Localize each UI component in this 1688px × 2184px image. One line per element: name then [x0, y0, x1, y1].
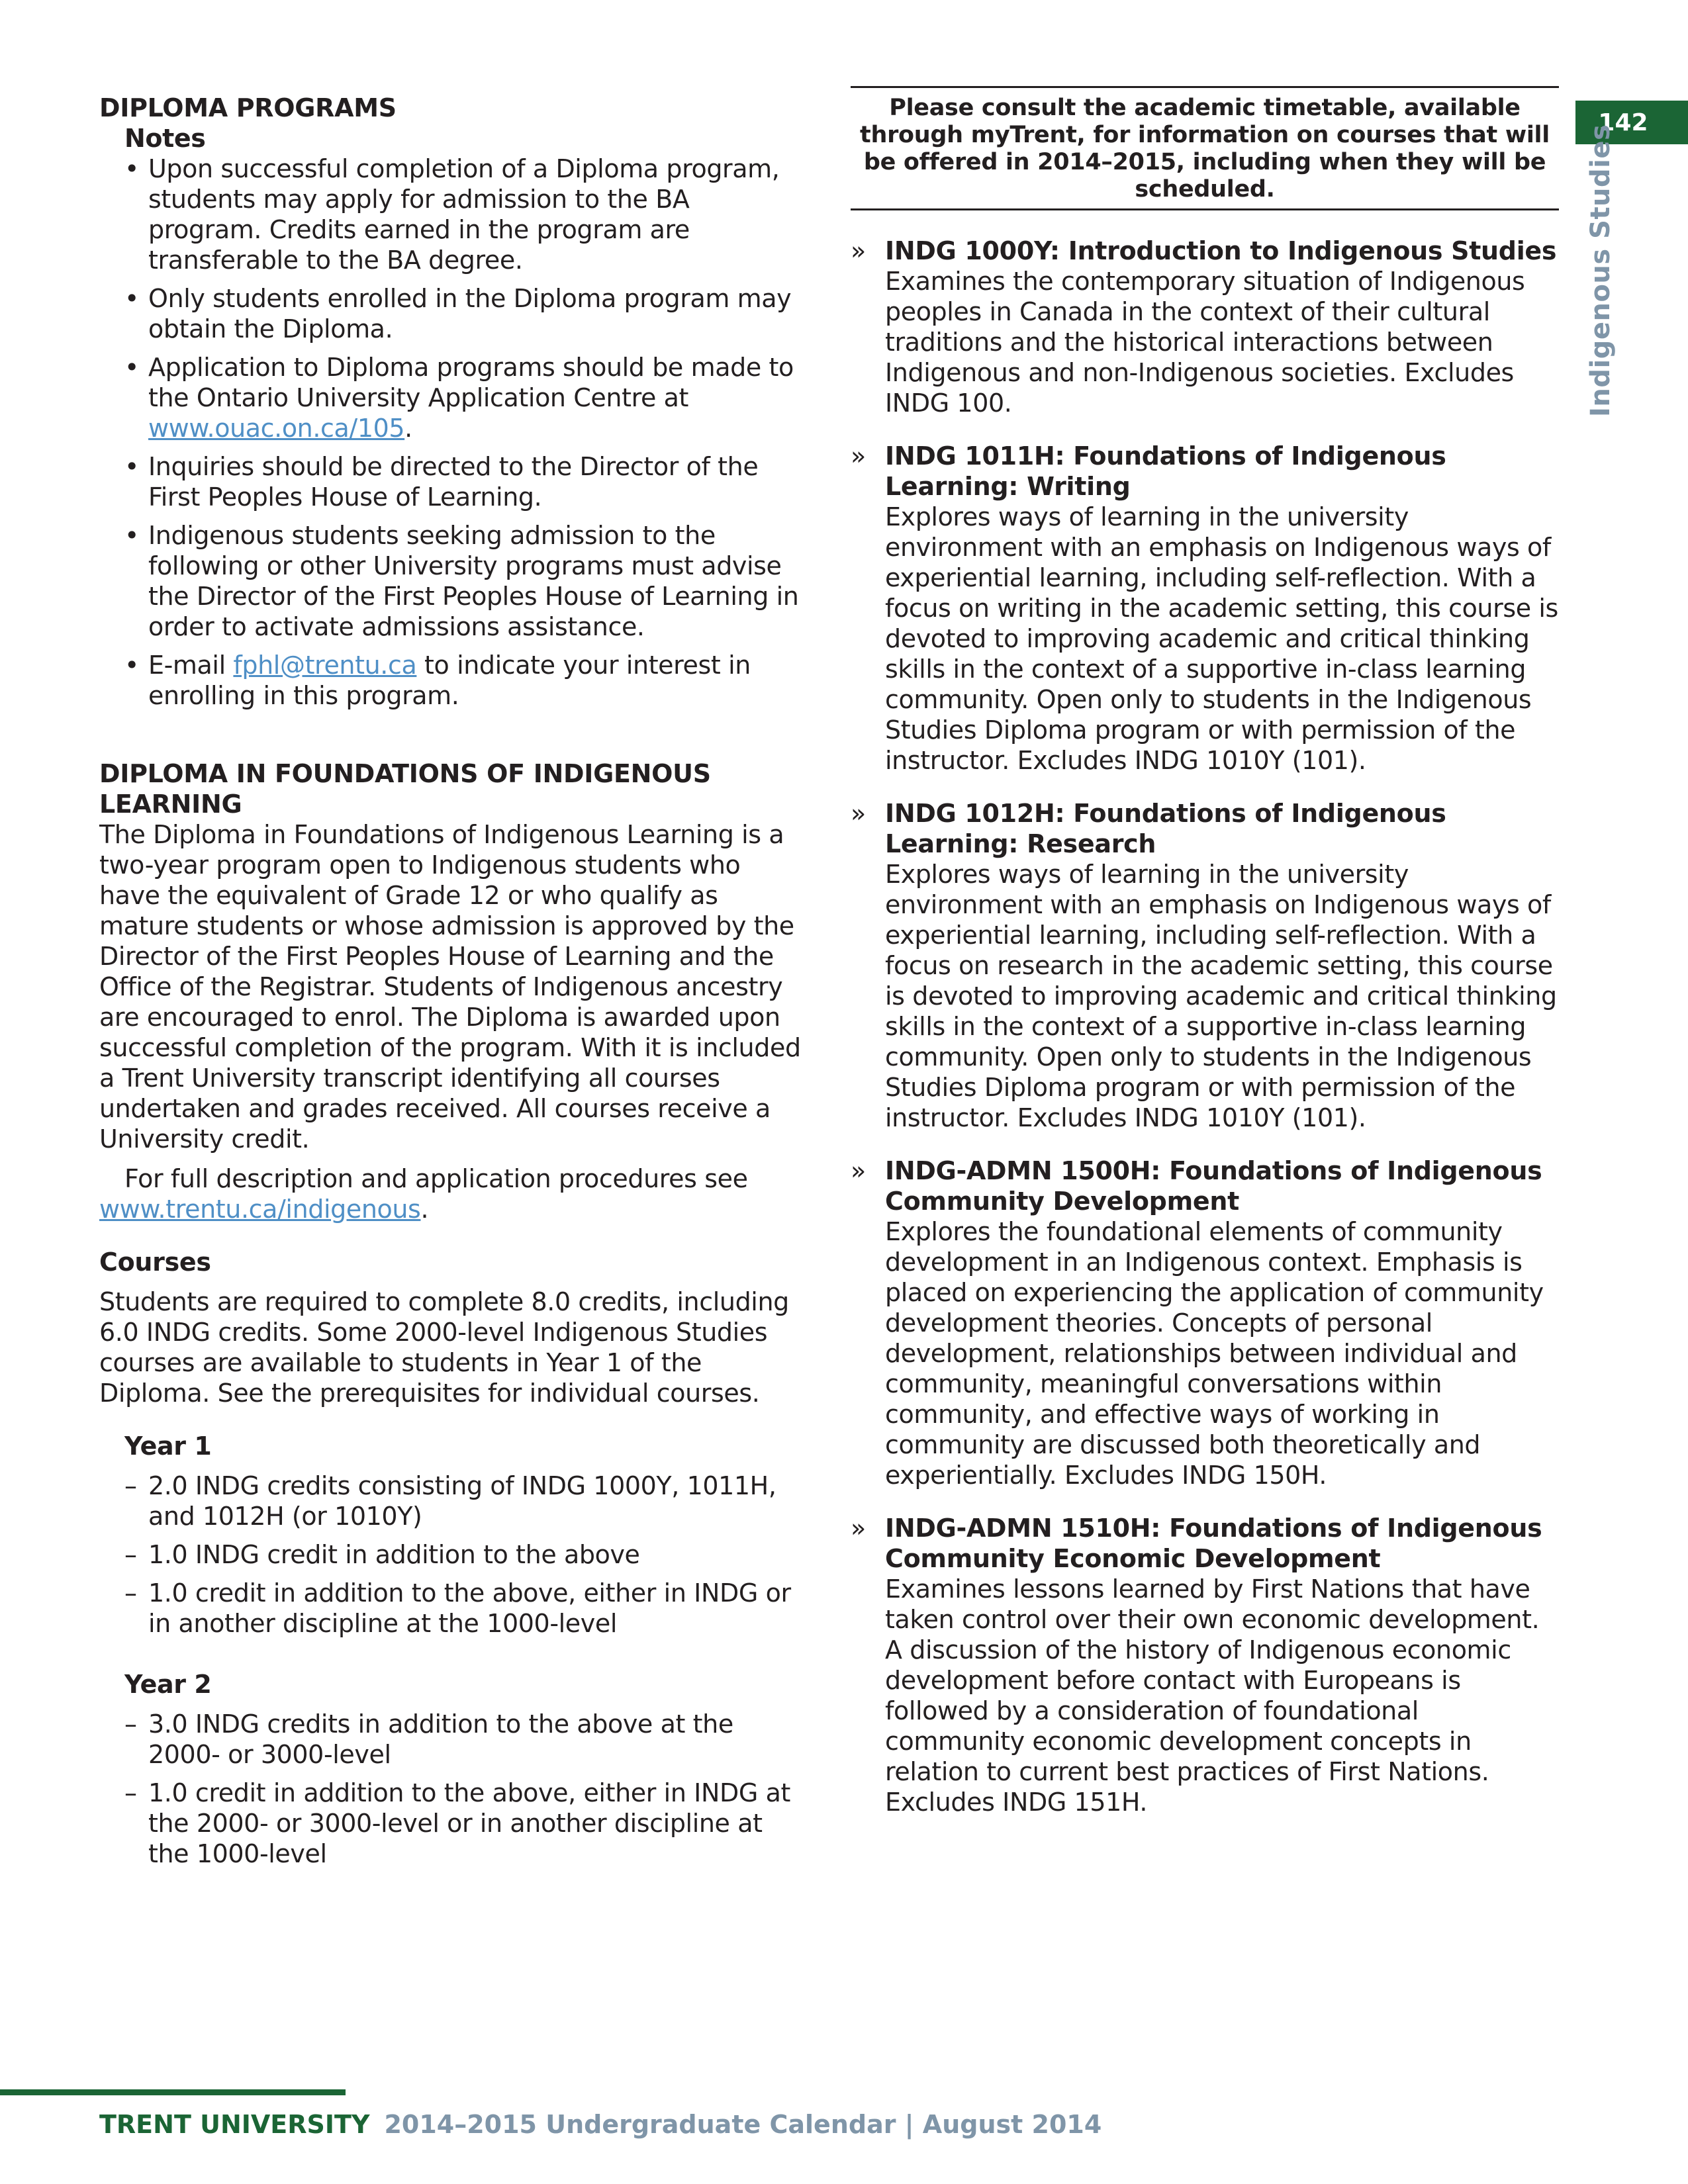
list-item: [124, 451, 801, 512]
notes-list: [99, 154, 801, 711]
course-title: INDG 1012H: Foundations of Indigenous Learning: Research: [885, 799, 1446, 858]
right-column: [851, 86, 1559, 1840]
course-description: Examines lessons learned by First Nations that have taken control over their own economic development. A discussion of the history of Indigenous economic development before contact with Europeans is followed by a consideration of foundational community economic development concepts in relation to current best practices of First Nations. Excludes INDG 151H.: [885, 1574, 1540, 1817]
course-description: Explores ways of learning in the university environment with an emphasis on Indigenous ways of experiential learning, including self-reflection. With a focus on writing in the academic setting, this course is devoted to improving academic and critical thinking skills in the context of a supportive in-class learning community. Open only to students in the Indigenous Studies Diploma program or with permission of the instructor. Excludes INDG 1010Y (101).: [885, 502, 1558, 775]
list-item: – 1.0 credit in addition to the above, either in INDG at the 2000- or 3000-level or in another discipline at the 1000-level: [124, 1778, 801, 1869]
foundations-heading: [99, 758, 801, 819]
year1-list: [99, 1471, 801, 1639]
list-item: [124, 352, 801, 443]
course-title: INDG-ADMN 1500H: Foundations of Indigenous Community Development: [885, 1156, 1542, 1216]
chevron-icon: »: [851, 799, 866, 828]
fphl-email-link[interactable]: fphl@trentu.ca: [233, 651, 417, 680]
chevron-icon: »: [851, 1514, 866, 1543]
chevron-icon: »: [851, 236, 866, 265]
course-entry: [851, 1156, 1559, 1490]
course-entry: [851, 441, 1559, 776]
notes-heading: Notes: [124, 124, 206, 153]
year1-heading: Year 1: [124, 1432, 212, 1461]
course-description: Examines the contemporary situation of Indigenous peoples in Canada in the context of their cultural traditions and the historical interactions between Indigenous and non-Indigenous societies. Excludes INDG 100.: [885, 267, 1525, 418]
year2-heading: Year 2: [124, 1670, 212, 1699]
footer: [99, 2110, 1102, 2139]
note-text-end: .: [404, 414, 412, 443]
chevron-icon: »: [851, 1156, 866, 1185]
footer-rule: [0, 2089, 346, 2095]
note-text: Only students enrolled in the Diploma program may obtain the Diploma.: [148, 284, 792, 343]
note-text-end: to indicate your interest in enrolling in this program.: [148, 651, 751, 710]
foundations-heading-line1: DIPLOMA IN FOUNDATIONS OF INDIGENOUS: [99, 759, 711, 788]
note-text: Indigenous students seeking admission to the following or other University programs must advise the Director of the First Peoples House of Learning in order to activate admissions assistance.: [148, 521, 799, 641]
list-item: [124, 520, 801, 642]
note-text: E-mail: [148, 651, 234, 680]
section-side-label: Indigenous Studies: [1585, 124, 1616, 417]
year2-list: [99, 1709, 801, 1869]
course-description: Explores the foundational elements of community development in an Indigenous context. Emphasis is placed on experiencing the application of community development theories. Concepts of personal development, relationships between individual and community, meaningful conversations within community, and effective ways of working in community are discussed both theoretically and experientially. Excludes INDG 150H.: [885, 1217, 1544, 1490]
list-item: [124, 650, 801, 711]
foundations-more-info: [99, 1163, 801, 1224]
course-title: INDG 1011H: Foundations of Indigenous Learning: Writing: [885, 441, 1446, 501]
page-number: 142: [1598, 109, 1648, 136]
foundations-heading-line2: LEARNING: [99, 790, 242, 819]
ouac-link[interactable]: www.ouac.on.ca/105: [148, 414, 405, 443]
more-info-text: For full description and application procedures see: [124, 1164, 748, 1193]
course-entry: [851, 798, 1559, 1133]
list-item: – 1.0 credit in addition to the above, either in INDG or in another discipline at the 1000-level: [124, 1578, 801, 1639]
note-text: Upon successful completion of a Diploma program, students may apply for admission to the BA program. Credits earned in the program are transferable to the BA degree.: [148, 154, 780, 275]
note-text: Application to Diploma programs should be made to the Ontario University Application Centre at: [148, 353, 794, 412]
course-entry: [851, 1513, 1559, 1817]
footer-calendar: 2014–2015 Undergraduate Calendar | August 2014: [384, 2110, 1102, 2139]
list-item: – 1.0 INDG credit in addition to the above: [124, 1539, 801, 1570]
courses-intro: Students are required to complete 8.0 credits, including 6.0 INDG credits. Some 2000-level Indigenous Studies courses are available to students in Year 1 of the Diploma. See the prerequisites for individual courses.: [99, 1287, 789, 1408]
courses-heading: Courses: [99, 1248, 211, 1277]
chevron-icon: »: [851, 441, 866, 471]
list-item: – 3.0 INDG credits in addition to the above at the 2000- or 3000-level: [124, 1709, 801, 1770]
course-title: INDG 1000Y: Introduction to Indigenous Studies: [885, 236, 1557, 265]
course-title: INDG-ADMN 1510H: Foundations of Indigenous Community Economic Development: [885, 1514, 1542, 1573]
footer-university: TRENT UNIVERSITY: [99, 2110, 370, 2139]
timetable-notice: Please consult the academic timetable, available through myTrent, for information on courses that will be offered in 2014–2015, including when they will be scheduled.: [851, 86, 1559, 210]
list-item: [124, 283, 801, 344]
more-info-end: .: [420, 1195, 429, 1224]
course-description: Explores ways of learning in the university environment with an emphasis on Indigenous ways of experiential learning, including self-reflection. With a focus on research in the academic setting, this course is devoted to improving academic and critical thinking skills in the context of a supportive in-class learning community. Open only to students in the Indigenous Studies Diploma program or with permission of the instructor. Excludes INDG 1010Y (101).: [885, 860, 1557, 1132]
indigenous-link[interactable]: www.trentu.ca/indigenous: [99, 1195, 421, 1224]
diploma-programs-heading: DIPLOMA PROGRAMS: [99, 93, 397, 122]
course-entry: [851, 236, 1559, 418]
note-text: Inquiries should be directed to the Director of the First Peoples House of Learning.: [148, 452, 759, 512]
foundations-description: The Diploma in Foundations of Indigenous Learning is a two-year program open to Indigenous students who have the equivalent of Grade 12 or who qualify as mature students or whose admission is approved by the Director of the First Peoples House of Learning and the Office of the Registrar. Students of Indigenous ancestry are encouraged to enrol. The Diploma is awarded upon successful completion of the program. With it is included a Trent University transcript identifying all courses undertaken and grades received. All courses receive a University credit.: [99, 820, 801, 1154]
list-item: – 2.0 INDG credits consisting of INDG 1000Y, 1011H, and 1012H (or 1010Y): [124, 1471, 801, 1531]
left-column: [99, 93, 801, 1877]
list-item: [124, 154, 801, 275]
